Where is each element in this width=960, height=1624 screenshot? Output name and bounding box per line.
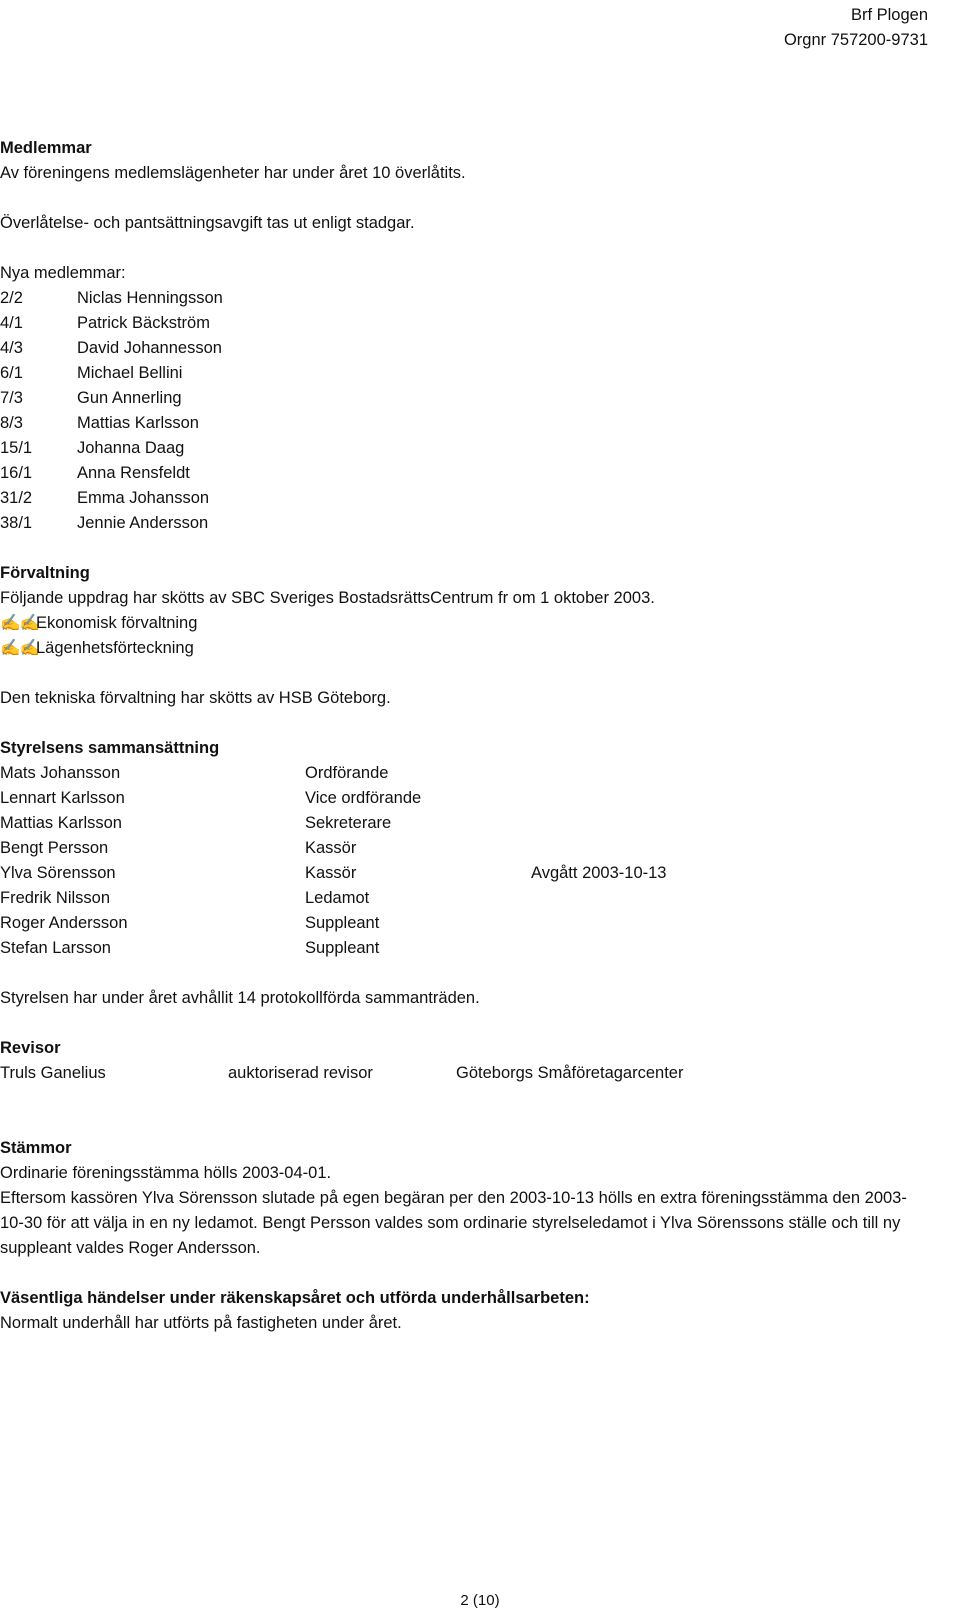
member-name: Michael Bellini — [77, 364, 183, 382]
apartment-number: 2/2 — [0, 289, 23, 307]
member-name: David Johannesson — [77, 339, 222, 357]
management-intro: Följande uppdrag har skötts av SBC Sveriges BostadsrättsCentrum fr om 1 oktober 2003. — [0, 589, 655, 607]
list-item — [0, 361, 950, 386]
table-row — [0, 786, 950, 811]
board-member-name: Mattias Karlsson — [0, 814, 122, 832]
table-row — [0, 886, 950, 911]
list-item — [0, 311, 950, 336]
board-member-name: Stefan Larsson — [0, 939, 111, 957]
pencil-bullet-icon: ✍✍ — [0, 614, 40, 632]
board-note: Avgått 2003-10-13 — [531, 864, 667, 882]
member-name: Patrick Bäckström — [77, 314, 210, 332]
transfer-text: Av föreningens medlemslägenheter har under året 10 överlåtits. — [0, 164, 466, 182]
list-item — [0, 611, 950, 636]
apartment-number: 16/1 — [0, 464, 33, 482]
list-item — [0, 336, 950, 361]
section-heading-revisor: Revisor — [0, 1039, 61, 1057]
document-body — [0, 136, 950, 1336]
member-name: Gun Annerling — [77, 389, 182, 407]
auditor-title: auktoriserad revisor — [228, 1064, 373, 1082]
board-role: Vice ordförande — [305, 789, 422, 807]
member-name: Emma Johansson — [77, 489, 210, 507]
board-role: Sekreterare — [305, 814, 392, 832]
list-item — [0, 411, 950, 436]
member-name: Niclas Henningsson — [77, 289, 223, 307]
apartment-number: 6/1 — [0, 364, 23, 382]
board-member-name: Roger Andersson — [0, 914, 128, 932]
bullet-text: Ekonomisk förvaltning — [36, 614, 198, 632]
list-item — [0, 461, 950, 486]
meetings-text: Styrelsen har under året avhållit 14 protokollförda sammanträden. — [0, 989, 480, 1007]
board-table — [0, 761, 950, 961]
auditor-name: Truls Ganelius — [0, 1064, 106, 1082]
section-heading-styrelse: Styrelsens sammansättning — [0, 739, 220, 757]
apartment-number: 15/1 — [0, 439, 33, 457]
board-role: Ledamot — [305, 889, 370, 907]
org-name: Brf Plogen — [850, 6, 928, 24]
table-row — [0, 861, 950, 886]
board-member-name: Lennart Karlsson — [0, 789, 125, 807]
apartment-number: 4/1 — [0, 314, 23, 332]
board-member-name: Mats Johansson — [0, 764, 121, 782]
extra-meeting-paragraph: Eftersom kassören Ylva Sörensson slutade på egen begäran per den 2003-10-13 hölls en extra föreningsstämma den 2003-10-30 för att välja in en ny ledamot. Bengt Persson valdes som ordinarie styrelseledamot i Ylva Sörenssons ställe och till ny suppleant valdes Roger Andersson. — [0, 1189, 907, 1257]
board-role: Suppleant — [305, 914, 380, 932]
board-role: Kassör — [305, 839, 357, 857]
apartment-number: 4/3 — [0, 339, 23, 357]
new-members-list — [0, 286, 950, 536]
board-member-name: Ylva Sörensson — [0, 864, 116, 882]
annual-meeting-text: Ordinarie föreningsstämma hölls 2003-04-01. — [0, 1164, 332, 1182]
apartment-number: 31/2 — [0, 489, 33, 507]
section-heading-stammor: Stämmor — [0, 1139, 72, 1157]
board-role: Suppleant — [305, 939, 380, 957]
list-item — [0, 636, 950, 661]
apartment-number: 8/3 — [0, 414, 23, 432]
table-row — [0, 811, 950, 836]
member-name: Jennie Andersson — [77, 514, 209, 532]
table-row — [0, 761, 950, 786]
list-item — [0, 286, 950, 311]
auditor-row — [0, 1061, 950, 1086]
board-member-name: Bengt Persson — [0, 839, 109, 857]
apartment-number: 7/3 — [0, 389, 23, 407]
table-row — [0, 911, 950, 936]
list-item — [0, 486, 950, 511]
maintenance-text: Normalt underhåll har utförts på fastigheten under året. — [0, 1314, 402, 1332]
table-row — [0, 936, 950, 961]
list-item — [0, 511, 950, 536]
board-member-name: Fredrik Nilsson — [0, 889, 111, 907]
member-name: Anna Rensfeldt — [77, 464, 190, 482]
technical-management-text: Den tekniska förvaltning har skötts av HSB Göteborg. — [0, 689, 391, 707]
member-name: Johanna Daag — [77, 439, 185, 457]
board-role: Kassör — [305, 864, 357, 882]
list-item — [0, 436, 950, 461]
new-members-label: Nya medlemmar: — [0, 264, 126, 282]
board-role: Ordförande — [305, 764, 389, 782]
apartment-number: 38/1 — [0, 514, 33, 532]
page-number: 2 (10) — [460, 1592, 500, 1609]
org-number: Orgnr 757200-9731 — [783, 31, 928, 49]
fee-text: Överlåtelse- och pantsättningsavgift tas ut enligt stadgar. — [0, 214, 415, 232]
auditor-firm: Göteborgs Småföretagarcenter — [456, 1064, 684, 1082]
pencil-bullet-icon: ✍✍ — [0, 639, 40, 657]
table-row — [0, 836, 950, 861]
bullet-text: Lägenhetsförteckning — [36, 639, 194, 657]
member-name: Mattias Karlsson — [77, 414, 199, 432]
document-header — [784, 3, 928, 53]
section-heading-forvaltning: Förvaltning — [0, 564, 90, 582]
list-item — [0, 386, 950, 411]
section-heading-handelser: Väsentliga händelser under räkenskapsåret och utförda underhållsarbeten: — [0, 1289, 590, 1307]
section-heading-medlemmar: Medlemmar — [0, 139, 92, 157]
